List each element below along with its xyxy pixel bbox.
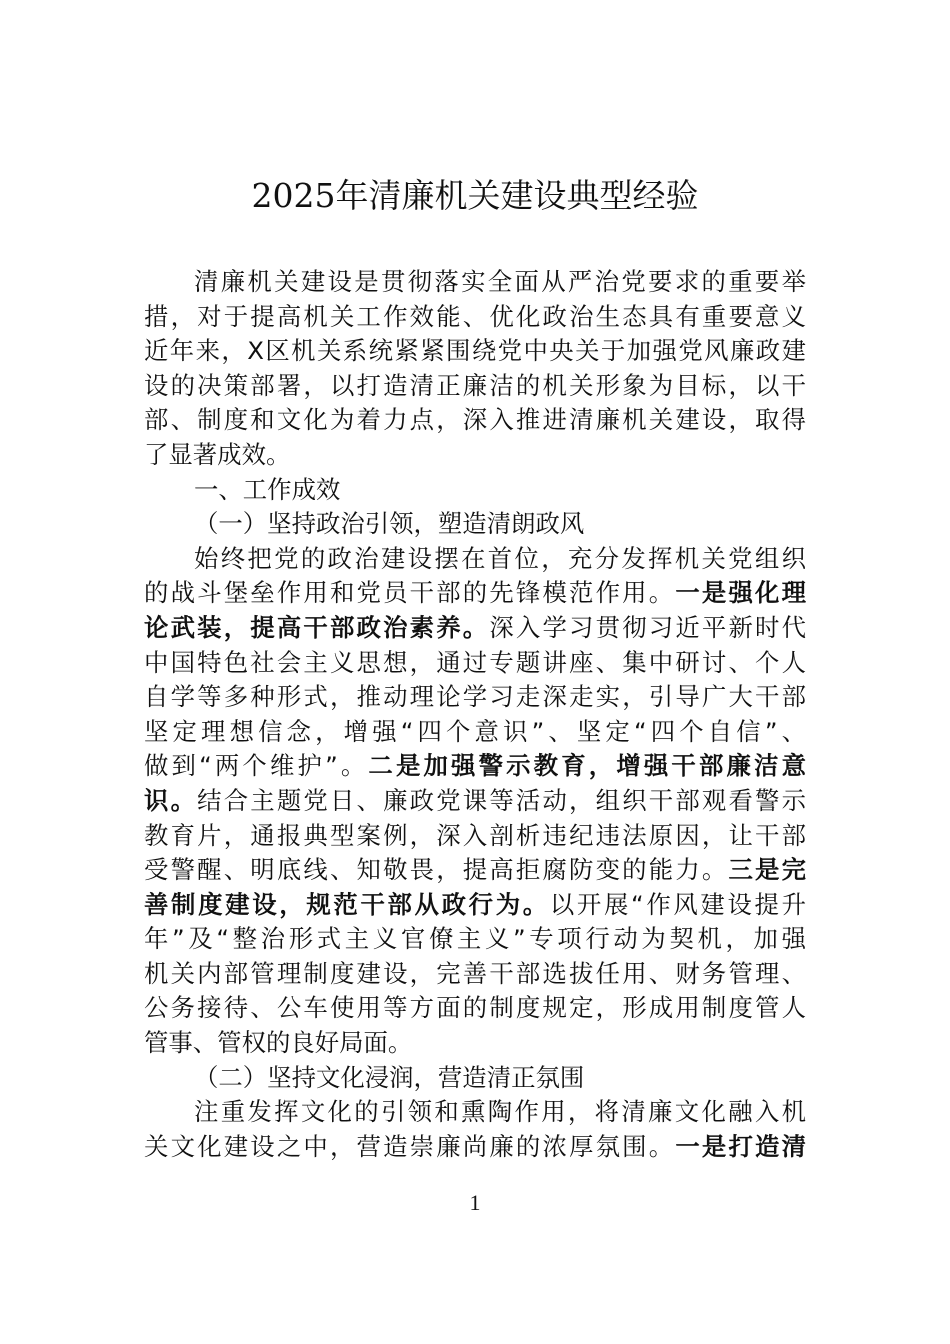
page-number: 1 xyxy=(469,1190,481,1215)
bold-text-segment: 论武装，提高干部政治素养。 xyxy=(144,612,490,642)
text-segment: 一、工作成效 xyxy=(194,474,341,504)
text-segment: 清廉机关建设是贯彻落实全面从严治党要求的重要举 xyxy=(194,267,806,296)
text-segment: 中国特色社会主义思想，通过专题讲座、集中研讨、个人 xyxy=(144,647,806,677)
text-segment: 教育片，通报典型案例，深入剖析违纪违法原因，让干部 xyxy=(144,820,806,850)
body-line xyxy=(144,991,806,1026)
text-segment: 部、制度和文化为着力点，深入推进清廉机关建设，取得 xyxy=(144,405,806,435)
body-line xyxy=(144,369,806,404)
text-segment: 关文化建设之中，营造崇廉尚廉的浓厚氛围。 xyxy=(144,1131,676,1161)
body-line xyxy=(144,819,806,854)
text-segment: 坚定理想信念，增强“四个意识”、坚定“四个自信”、 xyxy=(144,716,806,746)
text-segment: 近年来，X区机关系统紧紧围绕党中央关于加强党风廉政建 xyxy=(144,336,806,366)
text-segment: （一）坚持政治引领，塑造清朗政风 xyxy=(194,509,585,539)
body-line xyxy=(144,1095,806,1130)
body-line xyxy=(144,1061,806,1096)
text-segment: 机关内部管理制度建设，完善干部选拔任用、财务管理、 xyxy=(144,958,806,988)
text-segment: （二）坚持文化浸润，营造清正氛围 xyxy=(194,1062,585,1092)
text-segment: 设的决策部署，以打造清正廉洁的机关形象为目标，以干 xyxy=(144,370,806,400)
body-line xyxy=(144,784,806,819)
text-segment: 始终把党的政治建设摆在首位，充分发挥机关党组织 xyxy=(194,543,806,573)
bold-text-segment: 一是强化理 xyxy=(675,578,806,608)
text-segment: 受警醒、明底线、知敬畏，提高拒腐防变的能力。 xyxy=(144,855,729,885)
bold-text-segment: 三是完 xyxy=(728,855,806,885)
bold-text-segment: 一是打造清 xyxy=(675,1131,806,1161)
body-line xyxy=(144,922,806,957)
text-segment: 的战斗堡垒作用和党员干部的先锋模范作用。 xyxy=(144,578,676,608)
body-line xyxy=(144,334,806,369)
body-line xyxy=(144,300,806,335)
text-segment: 年”及“整治形式主义官僚主义”专项行动为契机，加强 xyxy=(144,924,806,954)
document-body xyxy=(144,265,806,1164)
text-segment: 管事、管权的良好局面。 xyxy=(144,1028,413,1058)
body-line xyxy=(144,853,806,888)
body-line xyxy=(144,680,806,715)
text-segment: 自学等多种形式，推动理论学习走深走实，引导广大干部 xyxy=(144,682,806,712)
text-segment: 了显著成效。 xyxy=(144,439,291,469)
text-segment: 措，对于提高机关工作效能、优化政治生态具有重要意义 xyxy=(144,301,806,331)
text-segment: 注重发挥文化的引领和熏陶作用，将清廉文化融入机 xyxy=(194,1097,806,1127)
text-segment: 深入学习贯彻习近平新时代 xyxy=(489,612,806,642)
body-line xyxy=(144,473,806,508)
body-line xyxy=(144,715,806,750)
body-line xyxy=(144,1026,806,1061)
body-line xyxy=(144,957,806,992)
body-line xyxy=(144,646,806,681)
body-line xyxy=(144,403,806,438)
text-segment: 做到“两个维护”。 xyxy=(144,751,369,781)
body-line xyxy=(144,507,806,542)
document-title: 2025年清廉机关建设典型经验 xyxy=(251,176,699,215)
body-line xyxy=(144,438,806,473)
text-segment: 以开展“作风建设提升 xyxy=(549,889,806,919)
body-line xyxy=(144,888,806,923)
text-segment: 公务接待、公车使用等方面的制度规定，形成用制度管人 xyxy=(144,993,806,1023)
bold-text-segment: 二是加强警示教育，增强干部廉洁意 xyxy=(368,751,806,781)
body-line xyxy=(144,576,806,611)
text-segment: 结合主题党日、廉政党课等活动，组织干部观看警示 xyxy=(197,785,806,815)
body-line xyxy=(144,1130,806,1165)
bold-text-segment: 善制度建设，规范干部从政行为。 xyxy=(144,889,550,919)
body-line xyxy=(144,542,806,577)
body-line xyxy=(144,749,806,784)
body-line xyxy=(144,265,806,300)
bold-text-segment: 识。 xyxy=(144,785,198,815)
body-line xyxy=(144,611,806,646)
